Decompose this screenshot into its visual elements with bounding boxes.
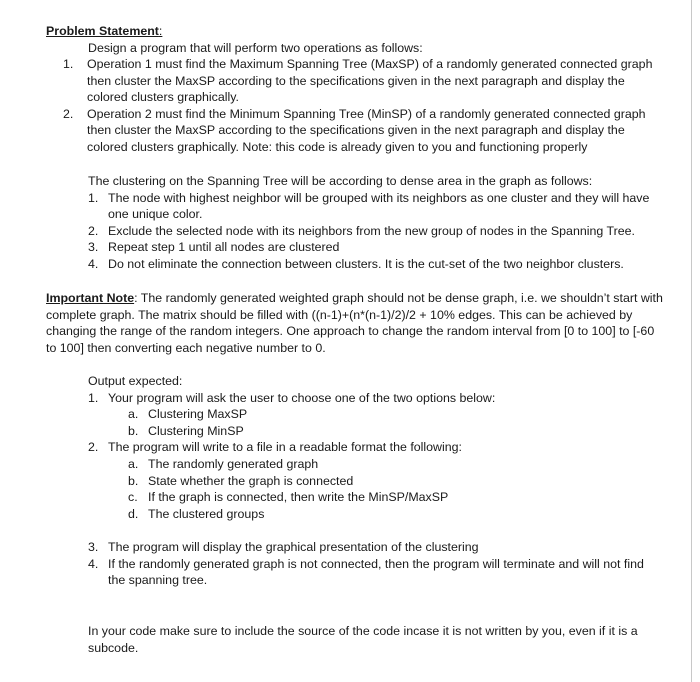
output-sublist: [128, 456, 658, 522]
clustering-step: [88, 190, 658, 223]
output-item-text: The program will write to a file in a readable format the following:: [108, 440, 462, 455]
output-item-text: The program will display the graphical presentation of the clustering: [108, 540, 479, 554]
output-item: [88, 539, 658, 556]
list-number: 4.: [88, 256, 99, 271]
important-note-label: Important Note: [46, 291, 135, 305]
output-list-continued: [88, 539, 658, 589]
output-item-text: If the randomly generated graph is not connected, then the program will terminate and will not find the spanning tree.: [108, 556, 644, 588]
output-subitem: [128, 406, 658, 423]
list-letter: b.: [128, 423, 139, 438]
list-number: 3.: [88, 240, 99, 255]
clustering-steps: [88, 190, 658, 273]
important-note: [46, 290, 664, 356]
output-subitem: [128, 473, 658, 490]
output-item-text: Your program will ask the user to choose one of the two options below:: [108, 390, 496, 405]
final-note: In your code make sure to include the source of the code incase it is not written by you, even if it is a subcode.: [88, 624, 638, 655]
subitem-text: The randomly generated graph: [148, 456, 319, 471]
clustering-step: [88, 256, 658, 273]
list-letter: c.: [128, 490, 138, 505]
operation-item: [63, 106, 663, 156]
heading-colon: :: [158, 24, 163, 38]
step-text: The node with highest neighbor will be grouped with its neighbors as one cluster and they will have one unique color.: [108, 190, 650, 222]
output-item: [88, 390, 658, 407]
output-item: [88, 556, 658, 589]
intro-text: Design a program that will perform two operations as follows:: [88, 41, 423, 55]
list-letter: d.: [128, 506, 139, 521]
list-number: 2.: [88, 223, 99, 238]
output-sublist: [128, 406, 658, 439]
list-letter: a.: [128, 456, 139, 471]
list-number: 2.: [63, 106, 74, 121]
step-text: Do not eliminate the connection between clusters. It is the cut-set of the two neighbor clusters.: [108, 256, 624, 271]
output-title: Output expected:: [88, 374, 183, 388]
list-letter: a.: [128, 407, 139, 422]
subitem-text: Clustering MaxSP: [148, 407, 248, 422]
output-list: [88, 390, 658, 523]
operation-text: Operation 2 must find the Minimum Spanning Tree (MinSP) of a randomly generated connected graph then cluster the MaxSP according to the specifications given in the next paragraph and display the colored clusters graphically. Note: this code is already given to you and functioning properly: [87, 106, 646, 154]
operations-list: [63, 56, 663, 156]
list-number: 1.: [88, 390, 99, 405]
list-number: 4.: [88, 556, 99, 571]
output-subitem: [128, 456, 658, 473]
problem-statement-heading: [46, 23, 162, 40]
output-subitem: [128, 506, 658, 523]
subitem-text: The clustered groups: [148, 506, 265, 521]
output-list: [88, 539, 658, 589]
important-note-text: : The randomly generated weighted graph should not be dense graph, i.e. we shouldn’t start with complete graph. The matrix should be filled with ((n-1)+(n*(n-1)/2)/2 + 10% edges. This can be achieved by changing the range of the random integers. One approach to change the random interval from [0 to 100] to [-60 to 100] then converting each negative number to 0.: [46, 291, 663, 355]
clustering-intro: The clustering on the Spanning Tree will be according to dense area in the graph as follows:: [88, 174, 593, 188]
operation-item: [63, 56, 663, 106]
step-text: Repeat step 1 until all nodes are clustered: [108, 240, 340, 255]
subitem-text: If the graph is connected, then write the MinSP/MaxSP: [148, 490, 449, 505]
output-item: [88, 439, 658, 456]
output-expected-section: [88, 373, 658, 522]
list-number: 2.: [88, 440, 99, 455]
clustering-step: [88, 239, 658, 256]
list-letter: b.: [128, 473, 139, 488]
heading-text: Problem Statement: [46, 24, 159, 38]
operation-text: Operation 1 must find the Maximum Spanning Tree (MaxSP) of a randomly generated connected graph then cluster the MaxSP according to the specifications given in the next paragraph and display the colored clusters graphically.: [87, 57, 653, 105]
clustering-step: [88, 223, 658, 240]
list-number: 3.: [88, 540, 99, 554]
page-edge-divider: [691, 0, 692, 682]
output-subitem: [128, 423, 658, 440]
output-subitem: [128, 489, 658, 506]
list-number: 1.: [88, 190, 99, 205]
step-text: Exclude the selected node with its neighbors from the new group of nodes in the Spanning Tree.: [108, 223, 635, 238]
subitem-text: Clustering MinSP: [148, 423, 244, 438]
subitem-text: State whether the graph is connected: [148, 473, 354, 488]
list-number: 1.: [63, 57, 74, 71]
clustering-section: [88, 173, 658, 273]
